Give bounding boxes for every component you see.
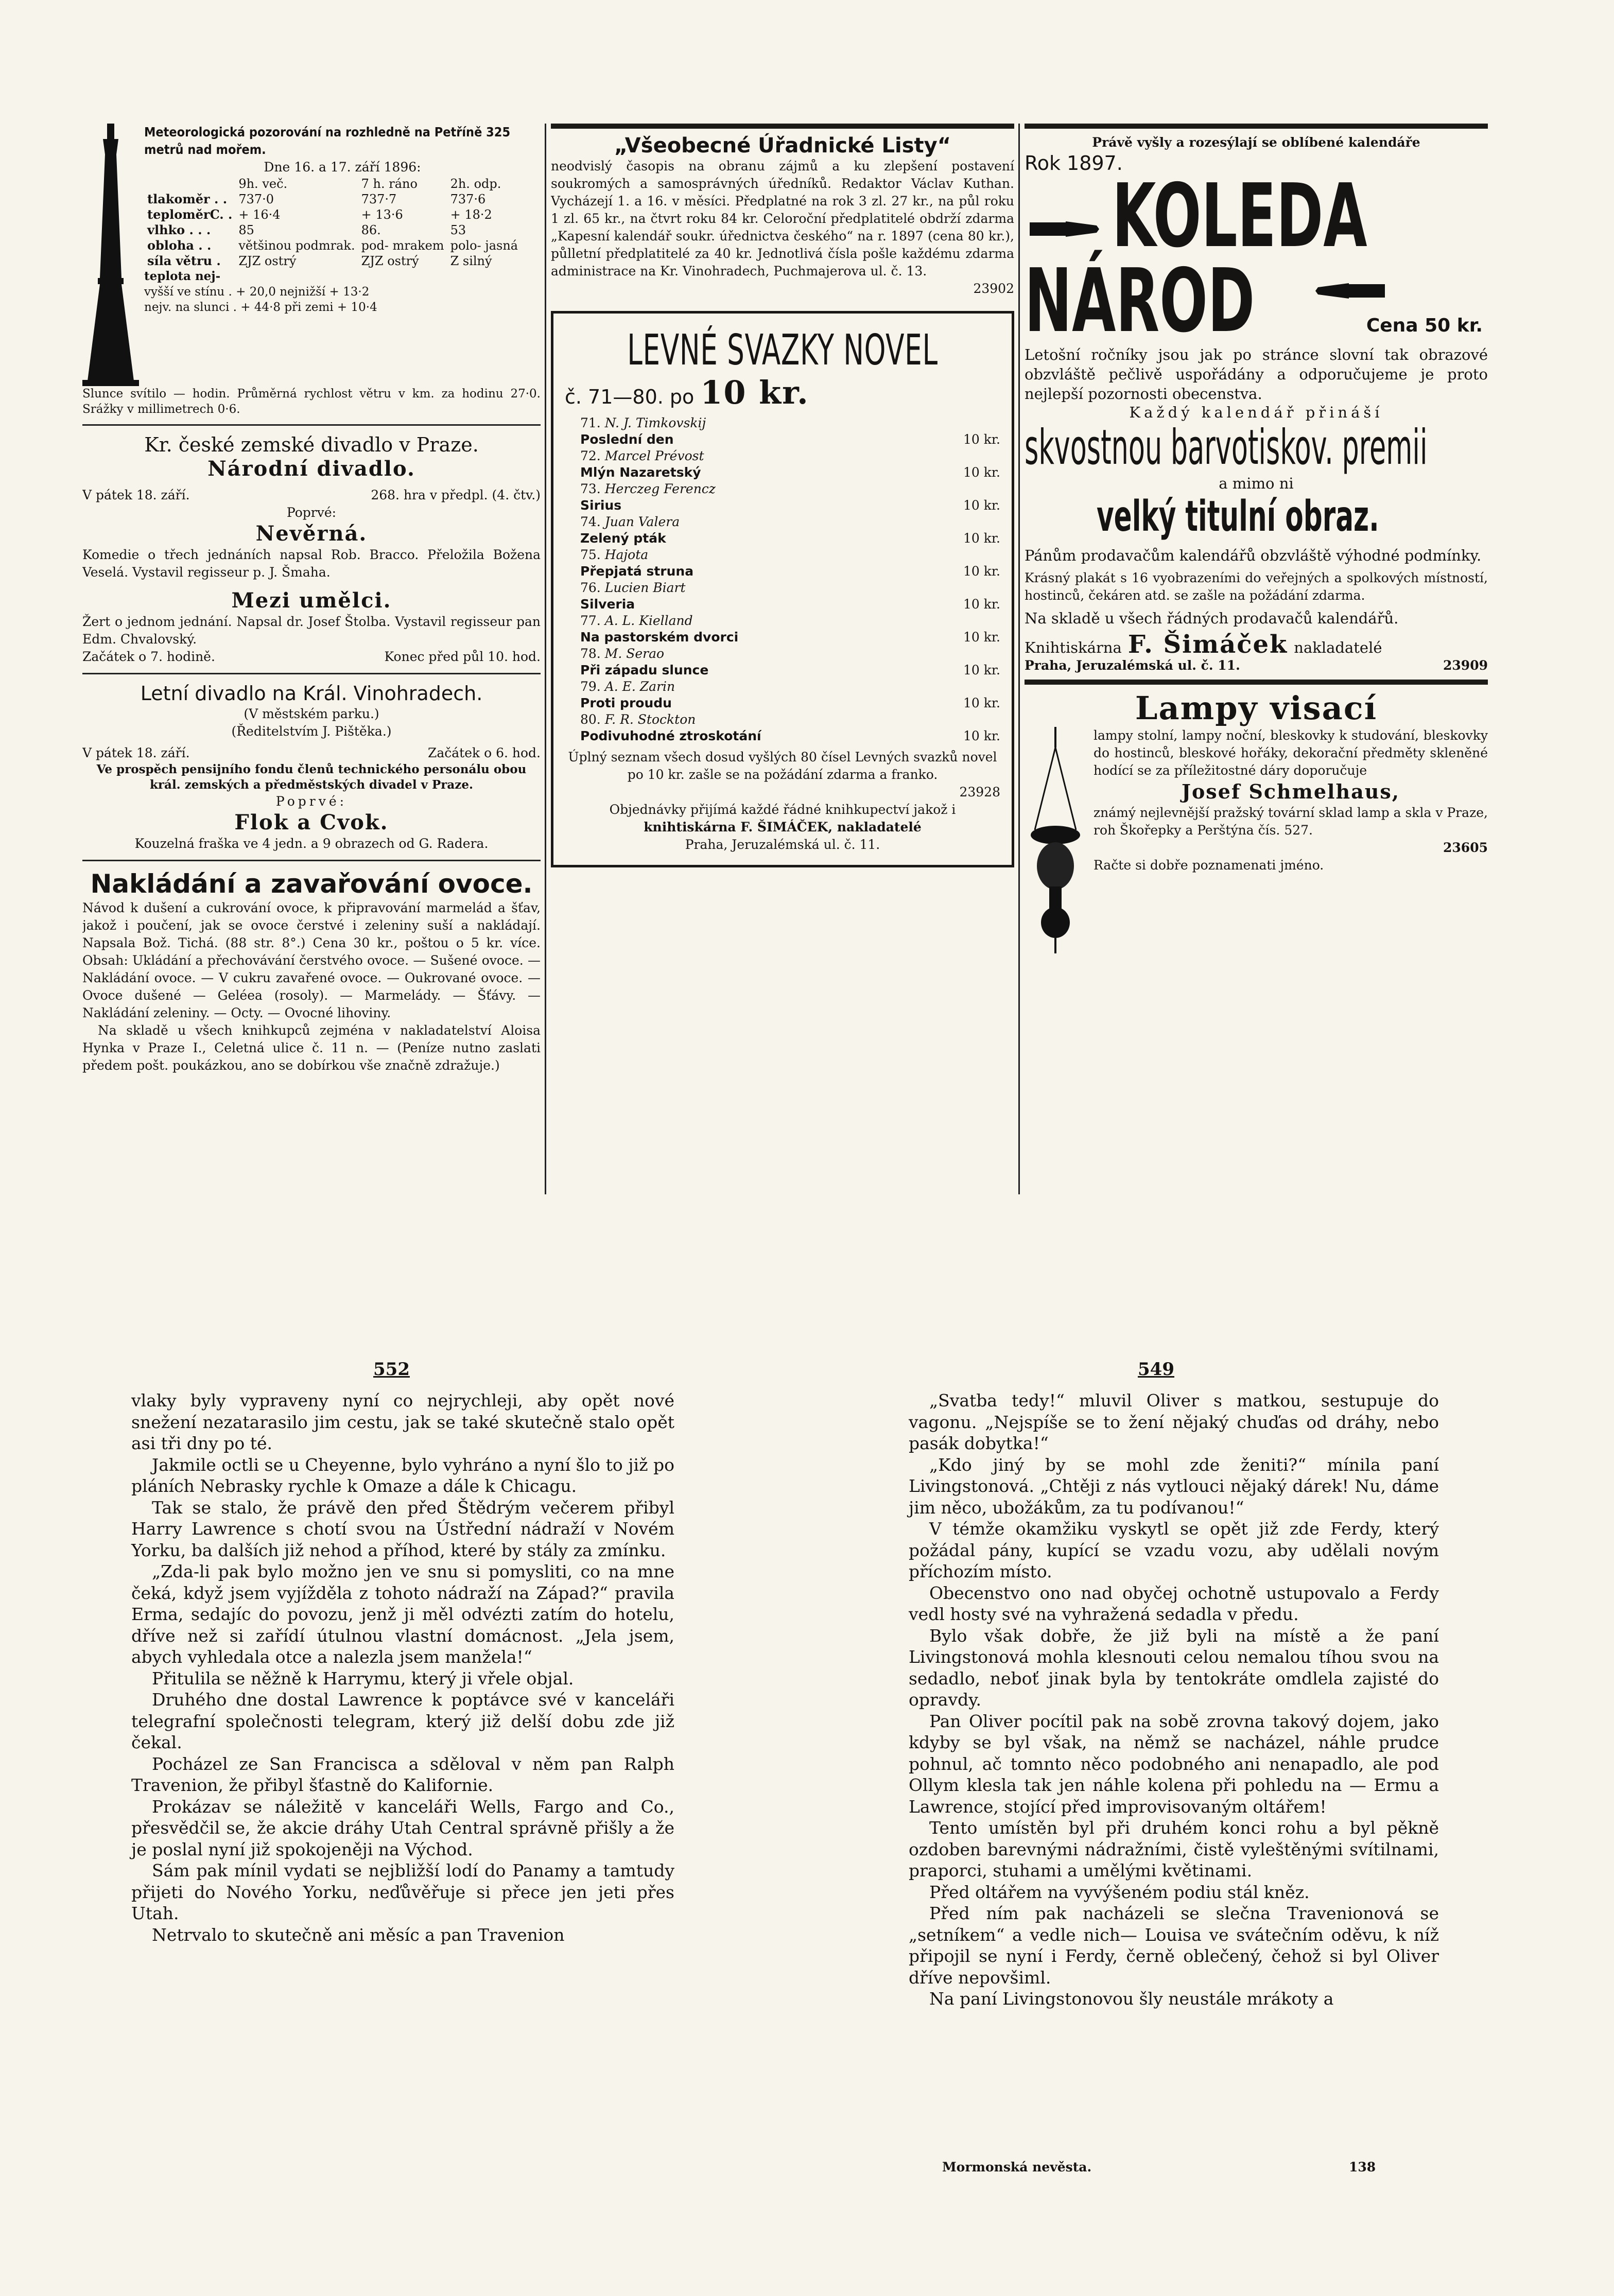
- play-description: Kouzelná fraška ve 4 jedn. a 9 obrazech od G. Radera.: [134, 836, 489, 851]
- paragraph: Před oltářem na vyvýšeném podiu stál kněz.: [929, 1882, 1310, 1902]
- meteo-value: 85: [238, 223, 254, 237]
- novel-num: 77.: [580, 613, 601, 628]
- koleda-sellers: Pánům prodavačům kalendářů obzvláště výhodné podmínky.: [1025, 547, 1482, 564]
- novel-num: 80.: [580, 712, 601, 727]
- lampy-body2: známý nejlevnější pražský tovární sklad lamp a skla v Praze, roh Škořepky a Perštýna čís. 527.: [1094, 805, 1488, 838]
- play-description: Komedie o třech jednáních napsal Rob. Bracco. Přeložila Božena Veselá. Vystavil regisseur p. J. Šmaha.: [82, 547, 541, 580]
- play-title: Mezi umělci.: [231, 588, 392, 613]
- column-rule: [545, 124, 546, 1194]
- novel-item: [565, 613, 1000, 646]
- novels-range: č. 71—80. po: [565, 386, 695, 408]
- novel-author: Hajota: [604, 547, 649, 562]
- paragraph: Tak se stalo, že právě den před Štědrým večerem přibyl Harry Lawrence s chotí svou na Ústřední nádraží v Novém Yorku, ba dalších již nehod a příhod, které by stály za zmínku.: [131, 1497, 674, 1560]
- listy-title: „Všeobecné Úřadnické Listy“: [614, 134, 951, 158]
- play-title: Flok a Cvok.: [234, 810, 389, 834]
- meteo-row: [144, 238, 521, 253]
- theatre-title: Kr. české zemské divadlo v Praze.: [144, 433, 479, 456]
- divider: [1025, 680, 1488, 685]
- ovoce-order: Na skladě u všech knihkupců zejména v nakladatelství Aloisa Hynka v Praze I., Celetná ulice č. 11 n. — (Peníze nutno zaslati předem pošt. poukázkou, ano se dobírkou vše značně zdražuje.): [82, 1023, 541, 1073]
- page-number-right: 549: [1138, 1359, 1174, 1380]
- paragraph: Před ním pak nacházeli se slečna Travenionová se „setníkem“ a vedle nich— Louisa ve svátečním oděvu, k níž připojil se nyní i Ferdy, černě oblečený, čehož si byl Oliver dříve nepovšiml.: [909, 1903, 1439, 1988]
- pointing-hand-icon: [1313, 278, 1385, 304]
- novels-code: 23928: [959, 785, 1000, 799]
- novel-author: A. L. Kielland: [604, 613, 693, 628]
- meteo-label: vlhko . . .: [147, 222, 211, 237]
- theatre-day: V pátek 18. září.: [82, 745, 190, 760]
- novel-item: [565, 580, 1000, 613]
- novel-list: [565, 415, 1000, 744]
- novel-author: Marcel Prévost: [604, 448, 704, 463]
- column-middle: [551, 124, 1014, 1205]
- theatre-sub: (V městském parku.): [244, 706, 379, 721]
- meteo-value: 86.: [361, 223, 381, 237]
- novel-title: Podivuhodné ztroskotání: [580, 728, 761, 743]
- koleda-price: Cena 50 kr.: [1366, 315, 1483, 336]
- divider: [82, 673, 541, 674]
- meteo-label: obloha . .: [147, 238, 212, 253]
- novels-orders: Objednávky přijímá každé řádné knihkupectví jakož i: [609, 802, 956, 817]
- novel-author: Juan Valera: [604, 514, 680, 529]
- koleda-top: Právě vyšly a rozesýlají se oblíbené kalendáře: [1092, 135, 1420, 150]
- novel-title: Proti proudu: [580, 695, 672, 710]
- lampy-body: lampy stolní, lampy noční, bleskovky k studování, bleskovky do hostinců, bleskové hořáky, dekorační předměty skleněné hodící se za příležitostné dáry doporučuje: [1094, 728, 1488, 778]
- meteo-date: Dne 16. a 17. září 1896:: [264, 160, 421, 175]
- novel-num: 74.: [580, 514, 601, 529]
- paragraph: Pan Oliver pocítil pak na sobě zrovna takový dojem, jako kdyby se byl však, na němž se nacházel, náhle prudce pohnul, ač tomnto něco podobného ani nenapadlo, ale pod Ollym klesla tak jen náhle kolena při pohledu na — Ermu a Lawrence, stojící před improvisovaným oltářem!: [909, 1711, 1439, 1817]
- novel-item: [565, 415, 1000, 448]
- meteo-value: ZJZ ostrý: [361, 254, 419, 268]
- meteo-header: 2h. odp.: [450, 177, 501, 191]
- novel-author: N. J. Timkovskij: [604, 415, 706, 430]
- left-page-text: [131, 1390, 674, 1945]
- novel-item: [565, 646, 1000, 679]
- koleda-premie: skvostnou barvotiskov. premii: [1025, 420, 1428, 476]
- novel-item: [565, 514, 1000, 547]
- novel-price: 10 kr.: [963, 465, 1000, 480]
- right-page-text: [909, 1390, 1439, 2010]
- novel-num: 78.: [580, 646, 601, 661]
- novel-title: Mlýn Nazaretský: [580, 465, 701, 480]
- koleda-ad: [1025, 134, 1488, 674]
- theatre-sub: (Ředitelstvím J. Pištěka.): [231, 724, 392, 739]
- paragraph: Tento umístěn byl při druhém konci rohu a byl pěkně ozdoben barevnými nádražními, čistě vyleštěnými svítilnami, praporci, stuhami a umělými květinami.: [909, 1818, 1439, 1881]
- paragraph: Sám pak mínil vydati se nejbližší lodí do Panamy a tamtudy přijeti do Nového Yorku, neďůvěřuje si přece jen jeti přes Utah.: [131, 1860, 674, 1923]
- novel-author: Herczeg Ferencz: [604, 481, 716, 496]
- meteo-header: 7 h. ráno: [361, 177, 418, 191]
- novel-price: 10 kr.: [963, 630, 1000, 645]
- koleda-mimo: a mimo ni: [1219, 475, 1294, 492]
- meteo-value: pod- mrakem: [361, 238, 444, 253]
- meteo-title: Meteorologická pozorování na rozhledně na Petříně 325 metrů nad mořem.: [144, 125, 511, 157]
- paragraph: Prokázav se náležitě v kanceláři Wells, Fargo and Co., přesvědčil se, že akcie dráhy Utah Central správně přišly a že je poslal nyní již spokojeněji na Východ.: [131, 1796, 674, 1859]
- narod-name: NÁROD: [1025, 250, 1255, 352]
- koleda-body: Letošní ročníky jsou jak po stránce slovní tak obrazové obzvláště pečlivě uspořádány a odporučujeme je proto nejlepší pozornosti obecenstva.: [1025, 346, 1488, 403]
- meteo-section: [82, 124, 541, 417]
- meteo-value: ZJZ ostrý: [238, 254, 297, 268]
- meteo-row: [144, 192, 521, 207]
- meteo-table: [144, 176, 521, 269]
- listy-code: 23902: [973, 281, 1014, 296]
- paragraph: Druhého dne dostal Lawrence k poptávce své v kanceláři telegrafní společnosti telegram, který již delší dobu zde již čekal.: [131, 1690, 674, 1752]
- novel-item: [565, 547, 1000, 580]
- meteo-value: většinou podmrak.: [238, 238, 355, 253]
- listy-body: neodvislý časopis na obranu zájmů a ku zlepšení postavení soukromých a samosprávných úředníků. Redaktor Václav Kuthan. Vycházejí 1. a 16. v měsíci. Předplatné na rok 3 zl. 27 kr., na půl roku 1 zl. 65 kr., na čtvrt roku 84 kr. Celoroční předplatitelé obdrží zdarma „Kapesní kalendář soukr. úřednictva českého“ na r. 1897 (cena 80 kr.), půlletní předplatitelé za 40 kr. Jednotlivá čísla pošle každému zdarma administrace na Kr. Vinohradech, Puchmajerova ul. č. 13.: [551, 159, 1014, 279]
- novel-price: 10 kr.: [963, 728, 1000, 743]
- paragraph: „Svatba tedy!“ mluvil Oliver s matkou, sestupuje do vagonu. „Nejspíše se to žení nějaký chuďas od dráhy, nebo pasák dobytka!“: [909, 1390, 1439, 1453]
- paragraph: Obecenstvo ono nad obyčej ochotně ustupovalo a Ferdy vedl hosty své na vyhražená sedadla v předu.: [909, 1582, 1439, 1624]
- theatre-national: [82, 433, 541, 666]
- novel-author: M. Serao: [604, 646, 665, 661]
- lampy-title: Lampy visací: [1135, 689, 1378, 727]
- paragraph: „Zda-li pak bylo možno jen ve snu si pomysliti, co na mne čeká, když jsem vyjížděla z tohoto nádraží na Západ?“ pravila Erma, sedajíc do povozu, jenž ji měl odvézti zatím do hotelu, dříve než si zařídí útulnou vlastní domácnost. „Jela jsem, abych vyhledala otce a nalezla jsem manžela!“: [131, 1561, 674, 1667]
- paragraph: Jakmile octli se u Cheyenne, bylo vyhráno a nyní šlo to již po pláních Nebrasky rychle k Omaze a dále k Chicagu.: [131, 1454, 674, 1496]
- novel-author: F. R. Stockton: [604, 712, 696, 727]
- divider: [1025, 124, 1488, 129]
- end-time: Konec před půl 10. hod.: [384, 649, 541, 664]
- book-footer-page: 138: [1349, 2160, 1376, 2175]
- novel-price: 10 kr.: [963, 597, 1000, 612]
- novels-address: Praha, Jeruzalémská ul. č. 11.: [685, 837, 880, 852]
- printer-name: F. Šimáček: [1127, 630, 1288, 659]
- ovoce-title: Nakládání a zavařování ovoce.: [90, 869, 533, 899]
- meteo-label: tlakoměr . .: [147, 192, 228, 206]
- meteo-label: síla větru .: [147, 253, 221, 268]
- meteo-row: [144, 253, 521, 269]
- premiere-label: Poprvé:: [275, 794, 348, 809]
- novels-publisher: knihtiskárna F. ŠIMÁČEK, nakladatelé: [644, 820, 922, 834]
- koleda-each: Každý kalendář přináší: [1129, 404, 1383, 421]
- paragraph: Na paní Livingstonovou šly neustále mrákoty a: [929, 1989, 1334, 2009]
- meteo-temp-sun: nejv. na slunci . + 44·8 při zemi + 10·4: [144, 301, 377, 314]
- meteo-value: + 16·4: [238, 207, 281, 222]
- novel-num: 76.: [580, 580, 601, 595]
- column-right: [1025, 124, 1488, 1205]
- novel-price: 10 kr.: [963, 695, 1000, 710]
- novel-item: [565, 679, 1000, 711]
- novel-item: [565, 481, 1000, 514]
- meteo-value: + 13·6: [361, 207, 403, 222]
- novel-title: Poslední den: [580, 432, 674, 447]
- novel-price: 10 kr.: [963, 531, 1000, 546]
- meteo-header: 9h. več.: [238, 177, 288, 191]
- meteo-value: + 18·2: [450, 207, 492, 222]
- novel-num: 79.: [580, 679, 601, 694]
- printer-address: Praha, Jeruzalémská ul. č. 11.: [1025, 658, 1240, 673]
- book-footer-title: Mormonská nevěsta.: [942, 2160, 1092, 2175]
- koleda-year: Rok 1897.: [1025, 152, 1123, 175]
- meteo-value: polo- jasná: [450, 238, 518, 253]
- meteo-temp-shade: vyšší ve stínu . + 20,0 nejnižší + 13·2: [144, 285, 370, 299]
- paragraph: Netrvalo to skutečně ani měsíc a pan Travenion: [152, 1924, 565, 1945]
- meteo-value: 53: [450, 223, 466, 237]
- theatre-title: Letní divadlo na Král. Vinohradech.: [140, 682, 483, 705]
- theatre-perf: 268. hra v předpl. (4. čtv.): [371, 488, 541, 502]
- lampy-end: Račte si dobře poznamenati jméno.: [1094, 858, 1324, 873]
- koleda-stock: Na skladě u všech řádných prodavačů kalendářů.: [1025, 610, 1399, 627]
- pointing-hand-icon: [1030, 216, 1102, 242]
- novel-num: 75.: [580, 547, 601, 562]
- listy-ad: [551, 134, 1014, 298]
- meteo-value: 737·0: [238, 192, 274, 206]
- novel-author: Lucien Biart: [604, 580, 686, 595]
- novel-price: 10 kr.: [963, 432, 1000, 447]
- novels-note: Úplný seznam všech dosud vyšlých 80 čísel Levných svazků novel po 10 kr. zašle se na požádání zdarma a franko.: [568, 750, 997, 782]
- lampy-code: 23605: [1443, 840, 1488, 855]
- meteo-value: Z silný: [450, 254, 492, 268]
- koleda-name: KOLEDA: [1112, 165, 1367, 267]
- play-title: Nevěrná.: [255, 521, 368, 546]
- lampy-ad: [1025, 690, 1488, 874]
- paragraph: Pocházel ze San Francisca a sděloval v něm pan Ralph Travenion, že přibyl šťastně do Kalifornie.: [131, 1753, 674, 1795]
- hanging-lamp-icon: [1025, 727, 1086, 953]
- koleda-titul: velký titulní obraz.: [1097, 492, 1379, 541]
- meteo-sun: Slunce svítilo — hodin. Průměrná rychlost větru v km. za hodinu 27·0. Srážky v millimetrech 0·6.: [82, 387, 541, 416]
- novels-price: 10 kr.: [700, 374, 809, 411]
- divider: [82, 860, 541, 861]
- koleda-poster: Krásný plakát s 16 vyobrazeními do veřejných a spolkových místností, hostinců, čekáren atd. se zašle na požádání zdarma.: [1025, 570, 1488, 603]
- koleda-code: 23909: [1443, 658, 1488, 673]
- page-number-left: 552: [373, 1359, 410, 1380]
- meteo-value: 737·6: [450, 192, 486, 206]
- meteo-value: 737·7: [361, 192, 397, 206]
- paragraph: V témže okamžiku vyskytl se opět již zde Ferdy, který požádal pány, kupící se vzadu vozu, aby udělali novým příchozím místo.: [909, 1519, 1439, 1581]
- meteo-header-row: [144, 176, 521, 192]
- novel-num: 71.: [580, 415, 601, 430]
- novel-title: Zelený pták: [580, 531, 666, 546]
- lampy-name: Josef Schmelhaus,: [1181, 780, 1400, 803]
- printer-label: Knihtiskárna: [1025, 639, 1122, 656]
- novel-title: Na pastorském dvorci: [580, 630, 739, 645]
- theatre-day: V pátek 18. září.: [82, 488, 190, 502]
- divider: [551, 124, 1014, 129]
- meteo-row: [144, 207, 521, 222]
- meteo-temp-label: teplota nej-: [144, 269, 221, 283]
- theatre-summer: [82, 682, 541, 853]
- meteo-row: [144, 222, 521, 238]
- meteo-label: teploměrC. .: [147, 207, 233, 222]
- benefit-note: Ve prospěch pensijního fondu členů technického personálu obou král. zemských a předměstských divadel v Praze.: [96, 762, 527, 792]
- novel-author: A. E. Zarin: [604, 679, 675, 694]
- novel-item: [565, 711, 1000, 744]
- novel-price: 10 kr.: [963, 498, 1000, 513]
- start-time: Začátek o 6. hod.: [427, 745, 541, 760]
- paragraph: Bylo však dobře, že již byli na místě a že paní Livingstonová mohla klesnouti celou nemalou tíhou svou na sedadlo, neboť jinak byla by tentokráte omdlela zajisté do opravdy.: [909, 1625, 1439, 1710]
- premiere-label: Poprvé:: [286, 505, 337, 520]
- novel-title: Silveria: [580, 597, 635, 612]
- divider: [82, 424, 541, 426]
- novel-num: 72.: [580, 448, 601, 463]
- ovoce-ad: [82, 868, 541, 1074]
- theatre-subtitle: Národní divadlo.: [207, 457, 415, 481]
- play-description: Žert o jednom jednání. Napsal dr. Josef Štolba. Vystavil regisseur pan Edm. Chvalovský.: [82, 614, 541, 647]
- column-rule: [1018, 124, 1020, 1194]
- paragraph: vlaky byly vypraveny nyní co nejrychleji, aby opět nové snežení nezatarasilo jim cestu, jak se také skutečně stalo opět asi tři dny po té.: [131, 1390, 674, 1453]
- printer-role: nakladatelé: [1294, 639, 1382, 656]
- start-time: Začátek o 7. hodině.: [82, 649, 215, 664]
- paragraph: „Kdo jiný by se mohl zde ženiti?“ mínila paní Livingstonová. „Chtěji z nás vytlouci nějaký dárek! Nu, dáme jim něco, ubožákům, za tu podívanou!“: [909, 1454, 1439, 1518]
- ovoce-body: Návod k dušení a cukrování ovoce, k připravování marmelád a šťav, jakož i poučení, jak se ovoce čerstvé i zeleniny suší a nakládají. Napsala Bož. Tichá. (88 str. 8°.) Cena 30 kr., poštou o 5 kr. více. Obsah: Ukládání a přechovávání čerstvého ovoce. — Sušené ovoce. — Nakládání ovoce. — V cukru zavařené ovoce. — Oukrované ovoce. — Ovoce dušené — Geléea (rosoly). — Marmelády. — Šťávy. — Nakládání zeleniny. — Octy. — Ovocné lihoviny.: [82, 900, 541, 1020]
- petrin-tower-icon: [82, 124, 139, 386]
- paragraph: Přitulila se něžně k Harrymu, který ji vřele objal.: [152, 1668, 574, 1689]
- novel-price: 10 kr.: [963, 564, 1000, 579]
- novel-num: 73.: [580, 481, 601, 496]
- novel-item: [565, 448, 1000, 481]
- novel-title: Při západu slunce: [580, 663, 709, 677]
- novels-title: LEVNÉ SVAZKY NOVEL: [627, 326, 938, 375]
- novel-title: Přepjatá struna: [580, 564, 694, 579]
- novel-title: Sirius: [580, 498, 622, 513]
- novel-price: 10 kr.: [963, 663, 1000, 677]
- column-left: [82, 124, 541, 1205]
- novels-ad: [551, 311, 1014, 867]
